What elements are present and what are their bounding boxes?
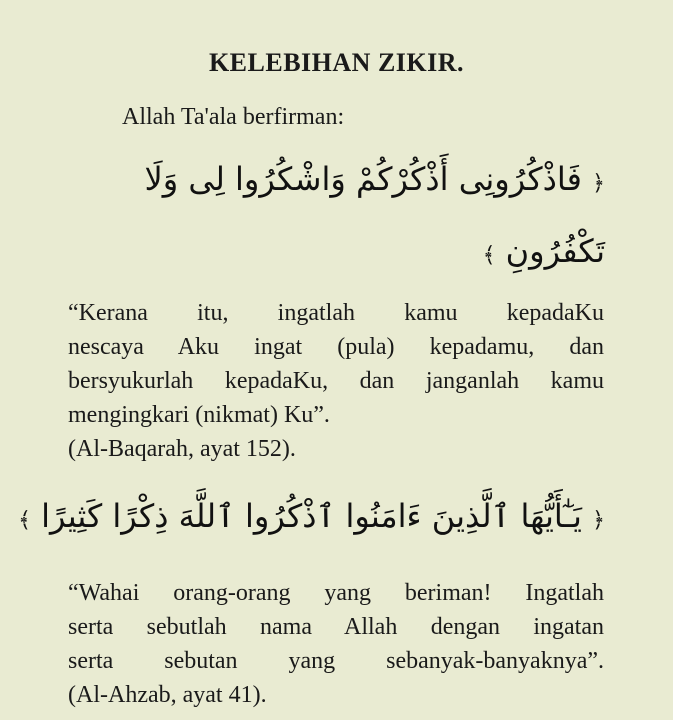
verse2-translation-line: serta sebutan yang sebanyak-banyaknya”. (68, 648, 604, 674)
verse2-translation (68, 576, 604, 712)
verse1-open-bracket: ﴿ (592, 171, 605, 196)
verse2-reference: (Al-Ahzab, ayat 41). (68, 682, 267, 708)
page-title: KELEBIHAN ZIKIR. (208, 48, 465, 77)
verse1-arabic-text1: فَاذْكُرُونِى أَذْكُرْكُمْ وَاشْكُرُوا لِى وَلَا (144, 160, 582, 198)
verse1-translation-line: “Kerana itu, ingatlah kamu kepadaKu (68, 300, 604, 326)
verse2-arabic (18, 497, 605, 535)
verse2-translation-line: serta sebutlah nama Allah dengan ingatan (68, 614, 604, 640)
verse1-translation-line: nescaya Aku ingat (pula) kepadamu, dan (68, 334, 604, 360)
verse1-arabic-line2 (483, 232, 605, 270)
verse1-arabic-line1 (145, 160, 605, 198)
verse2-translation-line: “Wahai orang-orang yang beriman! Ingatlah (68, 580, 604, 606)
verse1-arabic-text2: تَكْفُرُونِ (505, 232, 605, 270)
verse1-reference: (Al-Baqarah, ayat 152). (68, 436, 296, 462)
verse1-translation-line: bersyukurlah kepadaKu, dan janganlah kamu (68, 368, 604, 394)
verse2-open-bracket: ﴿ (592, 508, 605, 533)
verse1-close-bracket: ﴾ (482, 243, 496, 268)
verse2-arabic-text: يَـٰٓأَيُّهَا ٱلَّذِينَ ءَامَنُوا ٱذْكُرُوا ٱللَّهَ ذِكْرًا كَثِيرًا (41, 497, 582, 535)
verse2-close-bracket: ﴾ (18, 508, 31, 533)
verse1-translation (68, 296, 604, 466)
verse1-translation-line: mengingkari (nikmat) Ku”. (68, 402, 330, 428)
intro-text: Allah Ta'ala berfirman: (122, 104, 345, 130)
